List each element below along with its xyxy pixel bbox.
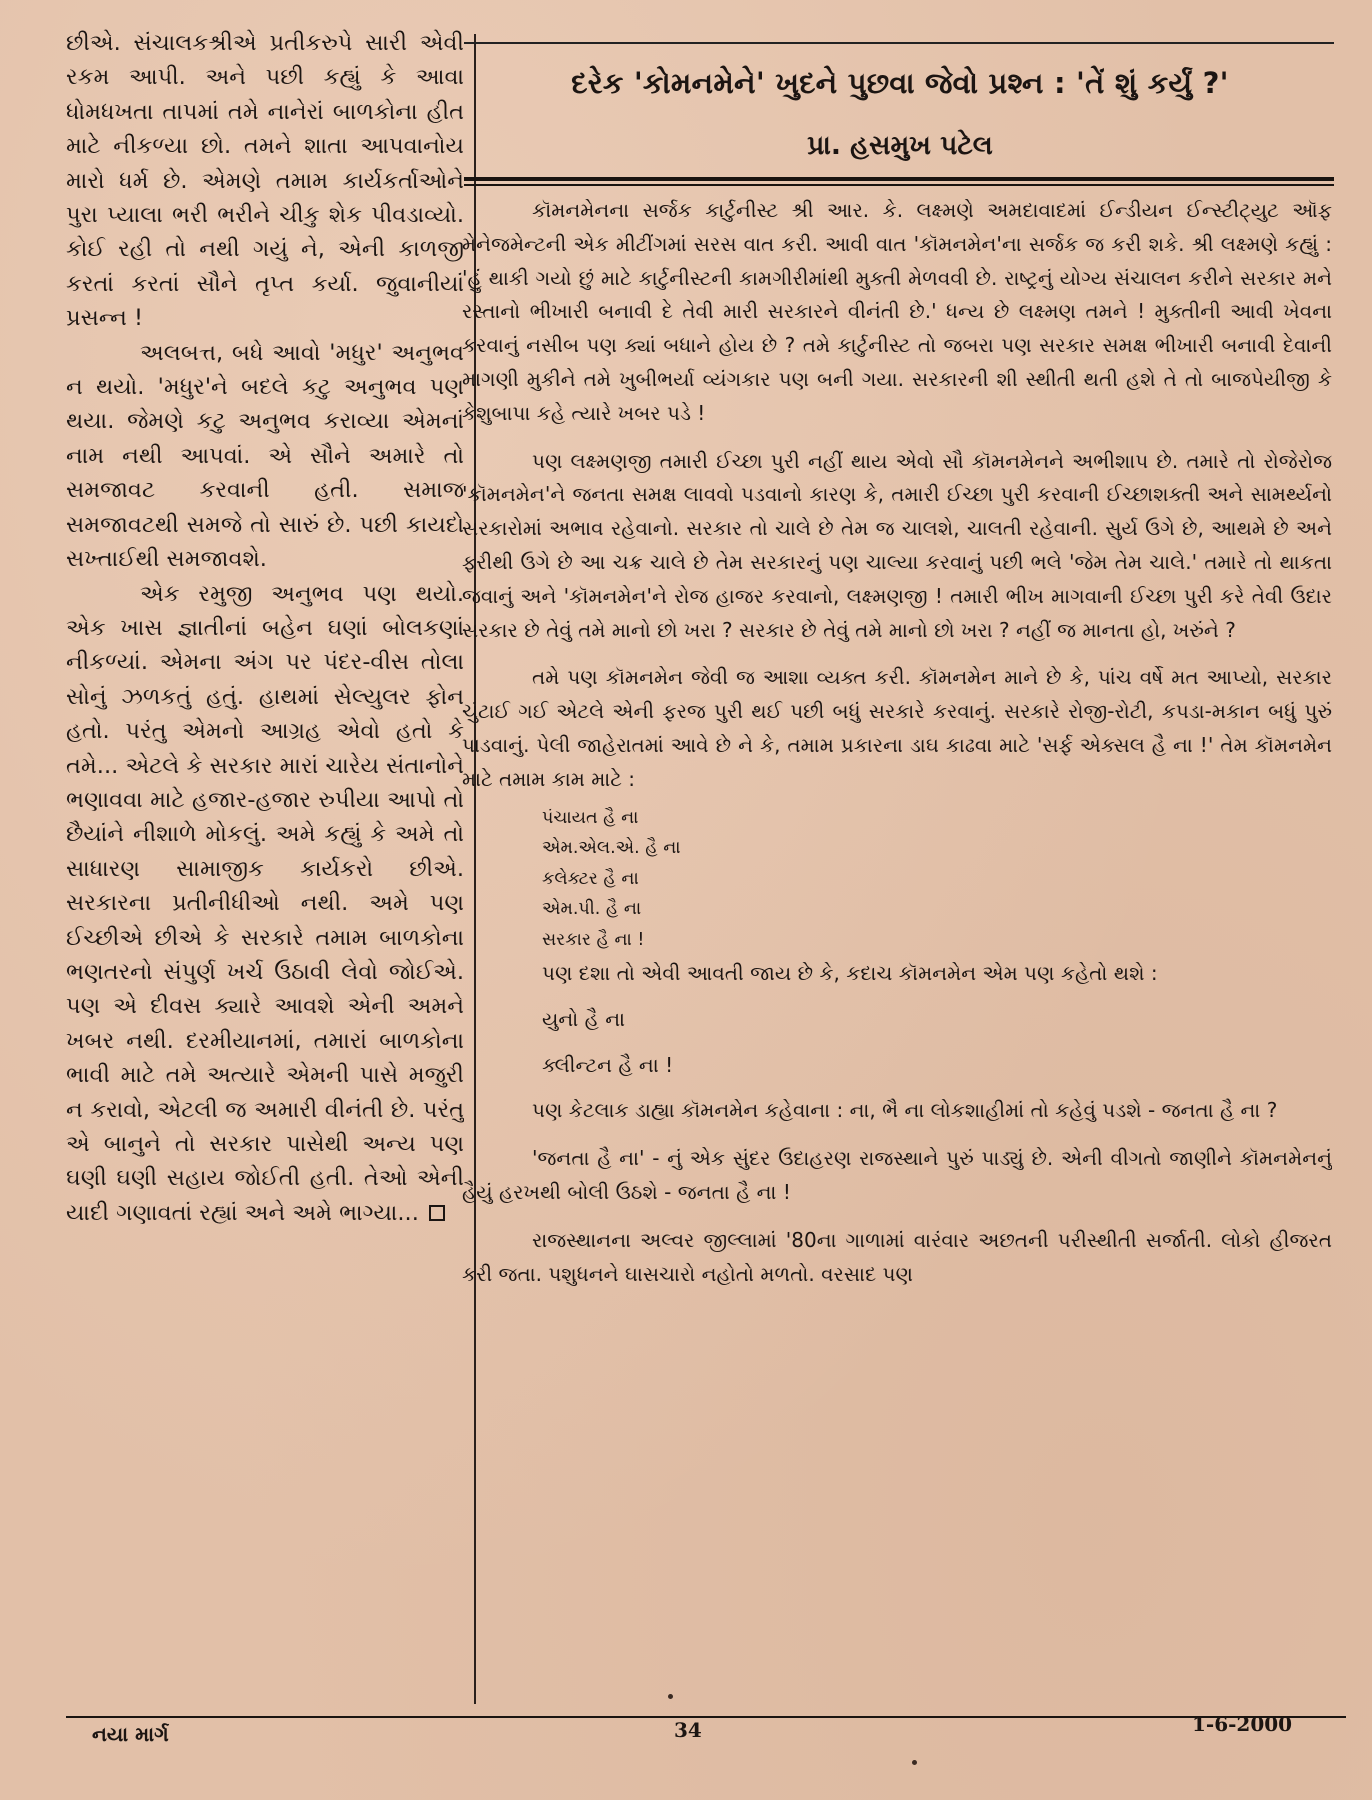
list-item: એમ.પી. હૈ ના	[542, 899, 642, 920]
list-item: કલેક્ટર હૈ ના	[542, 868, 639, 889]
article-column	[462, 34, 1338, 1714]
byline-rule-thick	[464, 177, 1334, 181]
left-paragraph-2: અલબત્ત, બધે આવો 'મધુર' અનુભવ ન થયો. 'મધુર'ને બદલે કટુ અનુભવ પણ થયા. જેમણે કટુ અનુભવ કરાવ્યા એમનાં નામ નથી આપવાં. એ સૌને અમારે તો સમજાવટ કરવાની હતી. સમાજ સમજાવટથી સમજે તો સારું છે. પછી કાયદો સખ્તાઈથી સમજાવશે.	[66, 339, 464, 573]
article-paragraph-2: પણ લક્ષ્મણજી તમારી ઈચ્છા પુરી નહીં થાય એવો સૌ કૉમનમેનને અભીશાપ છે. તમારે તો રોજેરોજ 'કૉમનમેન'ને જનતા સમક્ષ લાવવો પડવાનો કારણ કે, તમારી ઈચ્છા પુરી કરવાની ઈચ્છાશક્તી અને સામર્થ્યનો સરકારોમાં અભાવ રહેવાનો. સરકાર તો ચાલે છે તેમ જ ચાલશે, ચાલતી રહેવાની. સુર્ય ઉગે છે, આથમે છે અને ફરીથી ઉગે છે આ ચક્ર ચાલે છે તેમ સરકારનું પણ ચાલ્યા કરવાનું પછી ભલે 'જેમ તેમ ચાલે.' તમારે તો થાકતા જવાનું અને 'કૉમનમેન'ને રોજ હાજર કરવાનો, લક્ષ્મણજી ! તમારી ભીખ માગવાની ઈચ્છા પુરી કરે તેવી ઉદાર સરકાર છે તેવું તમે માનો છો ખરા ? સરકાર છે તેવું તમે માનો છો ખરા ? નહીં જ માનતા હો, ખરુંને ?	[462, 448, 1332, 642]
article-paragraph-rajasthan: રાજસ્થાનના અલ્વર જીલ્લામાં '80ના ગાળામાં વારંવાર અછતની પરીસ્થીતી સર્જાતી. લોકો હીજરત કરી જતા. પશુધનને ઘાસચારો નહોતો મળતો. વરસાદ પણ	[462, 1227, 1332, 1286]
list-item: એમ.એલ.એ. હૈ ના	[542, 838, 681, 859]
hai-na-list	[462, 803, 1332, 956]
article-paragraph-daahya: પણ કેટલાક ડાહ્યા કૉમનમેન કહેવાના : ના, ભૈ ના લોકશાહીમાં તો કહેવું પડશે - જનતા હૈ ના ?	[532, 1098, 1278, 1123]
end-of-article-box-icon	[429, 1205, 445, 1221]
left-column	[66, 26, 464, 1704]
footer-page-number: 34	[674, 1718, 702, 1742]
byline-rule-thin	[464, 184, 1334, 186]
article-line-dasha: પણ દશા તો એવી આવતી જાય છે કે, કદાચ કૉમનમેન એમ પણ કહેતો થશે :	[542, 961, 1158, 986]
footer-date: 1-6-2000	[1192, 1712, 1293, 1736]
article-byline: પ્રા. હસમુખ પટેલ	[807, 130, 993, 161]
article-body	[462, 194, 1332, 1714]
print-speck	[668, 1694, 673, 1699]
article-headline: દરેક 'કોમનમેને' ખુદને પુછવા જેવો પ્રશ્ન : 'તેં શું કર્યું ?'	[571, 66, 1229, 100]
article-paragraph-janata: 'જનતા હૈ ના' - નું એક સુંદર ઉદાહરણ રાજસ્થાને પુરું પાડ્યું છે. એની વીગતો જાણીને કૉમનમેનનું હૈયું હરખથી બોલી ઉઠશે - જનતા હૈ ના !	[462, 1146, 1332, 1205]
article-paragraph-1: કૉમનમેનના સર્જક કાર્ટુનીસ્ટ શ્રી આર. કે. લક્ષ્મણે અમદાવાદમાં ઈન્ડીયન ઈન્સ્ટીટ્યુટ ઑફ મેનેજમેન્ટની એક મીટીંગમાં સરસ વાત કરી. આવી વાત 'કૉમનમેન'ના સર્જક જ કરી શકે. શ્રી લક્ષ્મણે કહ્યું : 'હું થાકી ગયો છું માટે કાર્ટુનીસ્ટની કામગીરીમાંથી મુક્તી મેળવવી છે. રાષ્ટ્રનું યોગ્ય સંચાલન કરીને સરકાર મને રસ્તાનો ભીખારી બનાવી દે તેવી મારી સરકારને વીનંતી છે.' ધન્ય છે લક્ષ્મણ તમને ! મુક્તીની આવી ખેવના કરવાનું નસીબ પણ ક્યાં બધાને હોય છે ? તમે કાર્ટુનીસ્ટ તો જબરા પણ સરકાર સમક્ષ ભીખારી બનાવી દેવાની માગણી મુકીને તમે ખુબીભર્યા વ્યંગકાર પણ બની ગયા. સરકારની શી સ્થીતી થતી હશે તે તો બાજપેયીજી કે કેશુબાપા કહે ત્યારે ખબર પડે !	[462, 198, 1332, 425]
list-item: પંચાયત હૈ ના	[542, 807, 639, 828]
print-speck	[912, 1760, 917, 1765]
footer-rule	[66, 1716, 1346, 1718]
left-paragraph-3	[66, 577, 464, 1231]
article-line-uno: યુનો હૈ ના	[542, 1006, 626, 1031]
headline-top-rule	[464, 42, 1334, 44]
footer-magazine-name: નયા માર્ગ	[92, 1722, 169, 1746]
left-paragraph-3-text: એક રમુજી અનુભવ પણ થયો. એક ખાસ જ્ઞાતીનાં બહેન ઘણાં બોલકણાં નીકળ્યાં. એમના અંગ પર પંદર-વીસ તોલા સોનું ઝળકતું હતું. હાથમાં સેલ્યુલર ફોન હતો. પરંતુ એમનો આગ્રહ એવો હતો કે તમે... એટલે કે સરકાર મારાં ચારેય સંતાનોને ભણાવવા માટે હજાર-હજાર રુપીયા આપો તો છૈયાંને નીશાળે મોકલું. અમે કહ્યું કે અમે તો સાધારણ સામાજીક કાર્યકરો છીએ. સરકારના પ્રતીનીધીઓ નથી. અમે પણ ઈચ્છીએ છીએ કે સરકારે તમામ બાળકોના ભણતરનો સંપુર્ણ ખર્ચ ઉઠાવી લેવો જોઈએ. પણ એ દીવસ ક્યારે આવશે એની અમને ખબર નથી. દરમીયાનમાં, તમારાં બાળકોના ભાવી માટે તમે અત્યારે એમની પાસે મજુરી ન કરાવો, એટલી જ અમારી વીનંતી છે. પરંતુ એ બાનુને તો સરકાર પાસેથી અન્ય પણ ઘણી ઘણી સહાય જોઈતી હતી. તેઓ એની યાદી ગણાવતાં રહ્યાં અને અમે ભાગ્યા...	[66, 580, 464, 1226]
article-paragraph-3: તમે પણ કૉમનમેન જેવી જ આશા વ્યક્ત કરી. કૉમનમેન માને છે કે, પાંચ વર્ષે મત આપ્યો, સરકાર ચુંટાઈ ગઈ એટલે એની ફરજ પુરી થઈ પછી બધું સરકારે કરવાનું. સરકારે રોજી-રોટી, કપડા-મકાન બધું પુરું પાડવાનું. પેલી જાહેરાતમાં આવે છે ને કે, તમામ પ્રકારના ડાઘ કાઢવા માટે 'સર્ફ એક્સલ હૈ ના !' તેમ કૉમનમેન માટે તમામ કામ માટે :	[462, 665, 1332, 791]
list-item: સરકાર હૈ ના !	[542, 929, 645, 950]
article-line-clinton: ક્લીન્ટન હૈ ના !	[542, 1052, 674, 1077]
left-paragraph-1: છીએ. સંચાલકશ્રીએ પ્રતીકરુપે સારી એવી રકમ આપી. અને પછી કહ્યું કે આવા ધોમધખતા તાપમાં તમે નાનેરાં બાળકોના હીત માટે નીકળ્યા છો. તમને શાતા આપવાનોય મારો ધર્મ છે. એમણે તમામ કાર્યકર્તાઓને પુરા પ્યાલા ભરી ભરીને ચીકુ શેક પીવડાવ્યો. કોઈ રહી તો નથી ગયું ને, એની કાળજી કરતાં કરતાં સૌને તૃપ્ત કર્યા. જુવાનીયાં પ્રસન્ન !	[66, 30, 464, 332]
